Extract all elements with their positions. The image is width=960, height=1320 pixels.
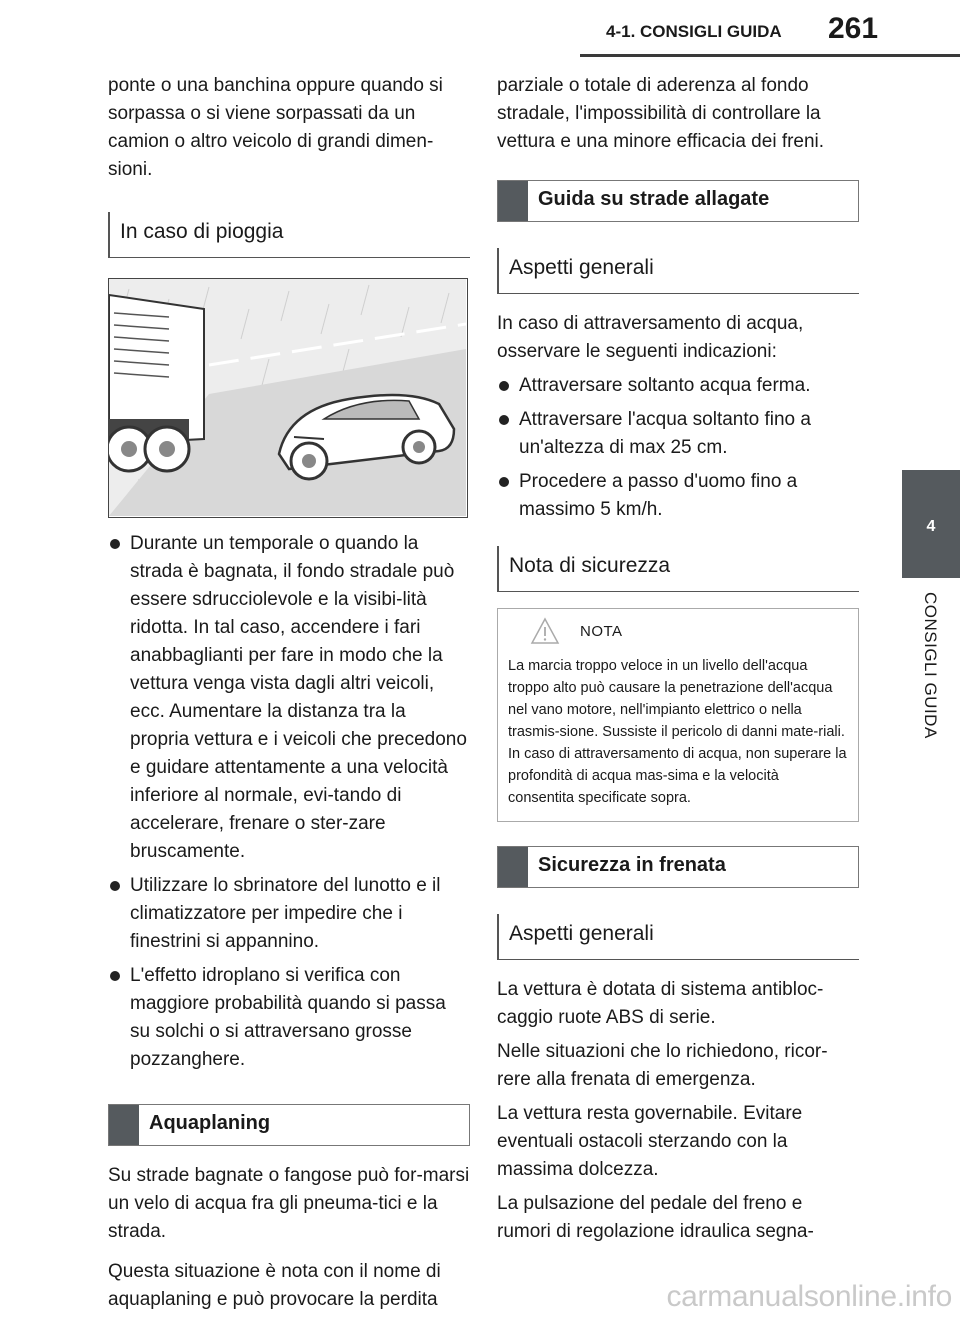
general-heading-2 — [497, 910, 859, 960]
braking-paragraph-4: La pulsazione del pedale del freno e rumori di regolazione idraulica segna- — [497, 1193, 814, 1242]
general-heading-1-text: Aspetti generali — [509, 256, 654, 279]
bullet-icon — [110, 971, 120, 981]
intro-paragraph: ponte o una banchina oppure quando si sorpassa o si viene sorpassati da un camion o altro veicolo di grandi dimen-sioni. — [108, 75, 443, 180]
bullet-icon — [499, 381, 509, 391]
list-item — [108, 530, 470, 866]
bullet-icon — [499, 477, 509, 487]
list-item-text: L'effetto idroplano si verifica con maggiore probabilità quando si passa su solchi o si attraversano grosse pozzanghere. — [130, 965, 446, 1070]
list-item-text: Utilizzare lo sbrinatore del lunotto e il climatizzatore per impedire che i finestrini si appannino. — [130, 875, 441, 952]
list-item — [108, 872, 470, 956]
header-rule — [580, 54, 960, 57]
list-item-text: Procedere a passo d'uomo fino a massimo 5 km/h. — [519, 471, 798, 520]
flooded-roads-section-title — [497, 180, 859, 222]
list-item — [108, 962, 470, 1074]
note-label: NOTA — [580, 623, 623, 640]
chapter-tab-label: CONSIGLI GUIDA — [921, 592, 940, 739]
list-item — [497, 468, 859, 524]
list-item-text: Durante un temporale o quando la strada è bagnata, il fondo stradale può essere sdrucciolevole e la visibi-lità ridotta. In tal caso, accendere i fari anabbaglianti per fare in modo che la vettura venga vista dagli altri veicoli, ecc. Aumentare la distanza tra la propria vettura e i veicoli che precedono e guidare attentamente a una velocità inferiore al normale, evi-tando di accelerare, frenare o ster-zare bruscamente. — [130, 533, 467, 862]
braking-section-title — [497, 846, 859, 888]
aquaplaning-paragraph-2: Questa situazione è nota con il nome di aquaplaning e può provocare la perdita — [108, 1261, 441, 1310]
bullet-icon — [499, 415, 509, 425]
braking-paragraph-3: La vettura resta governabile. Evitare eventuali ostacoli sterzando con la massima dolcezza. — [497, 1103, 803, 1180]
safety-heading — [497, 542, 859, 592]
right-column — [497, 72, 859, 1258]
section-title-text: Aquaplaning — [149, 1112, 271, 1134]
general-heading-2-text: Aspetti generali — [509, 922, 654, 945]
chapter-tab: 4 — [902, 470, 960, 578]
braking-paragraph-1: La vettura è dotata di sistema antibloc-caggio ruote ABS di serie. — [497, 979, 824, 1028]
list-item — [497, 372, 859, 400]
rain-bullet-list — [108, 530, 470, 1074]
rain-heading-text: In caso di pioggia — [120, 220, 284, 243]
chapter-title: 4-1. CONSIGLI GUIDA — [606, 22, 782, 41]
list-item — [497, 406, 859, 462]
section-bar — [109, 1105, 139, 1145]
note-text: La marcia troppo veloce in un livello dell'acqua troppo alto può causare la penetrazione dell'acqua nel vano motore, nell'impianto elettrico o nella trasmis-sione. Sussiste il pericolo di danni mate-riali. In caso di attraversamento di acqua, non superare la profondità di acqua mas-sima e la velocità consentita specificate sopra. — [508, 658, 847, 806]
list-item-text: Attraversare soltanto acqua ferma. — [519, 375, 811, 396]
page-number: 261 — [828, 12, 879, 45]
section-bar — [498, 847, 528, 887]
water-bullet-list — [497, 372, 859, 524]
watermark: carmanualsonline.info — [666, 1280, 952, 1313]
section-title-text: Guida su strade allagate — [538, 188, 770, 210]
rain-heading — [108, 208, 470, 258]
general-heading-1 — [497, 244, 859, 294]
section-title-text: Sicurezza in frenata — [538, 854, 726, 876]
braking-paragraph-2: Nelle situazioni che lo richiedono, ricor-rere alla frenata di emergenza. — [497, 1041, 828, 1090]
note-box — [497, 608, 859, 822]
note-header — [508, 615, 848, 655]
left-column — [108, 72, 470, 1320]
rain-driving-image — [109, 279, 466, 516]
warning-triangle-icon — [530, 617, 560, 645]
aquaplaning-section-title — [108, 1104, 470, 1146]
safety-heading-text: Nota di sicurezza — [509, 554, 671, 577]
water-intro-paragraph: In caso di attraversamento di acqua, osservare le seguenti indicazioni: — [497, 313, 804, 362]
section-bar — [498, 181, 528, 221]
continuation-paragraph: parziale o totale di aderenza al fondo stradale, l'impossibilità di controllare la vettura e una minore efficacia dei freni. — [497, 75, 825, 152]
aquaplaning-paragraph-1: Su strade bagnate o fangose può for-marsi un velo di acqua fra gli pneuma-tici e la strada. — [108, 1165, 470, 1242]
bullet-icon — [110, 539, 120, 549]
rain-illustration — [108, 278, 468, 518]
list-item-text: Attraversare l'acqua soltanto fino a un'altezza di max 25 cm. — [519, 409, 811, 458]
bullet-icon — [110, 881, 120, 891]
